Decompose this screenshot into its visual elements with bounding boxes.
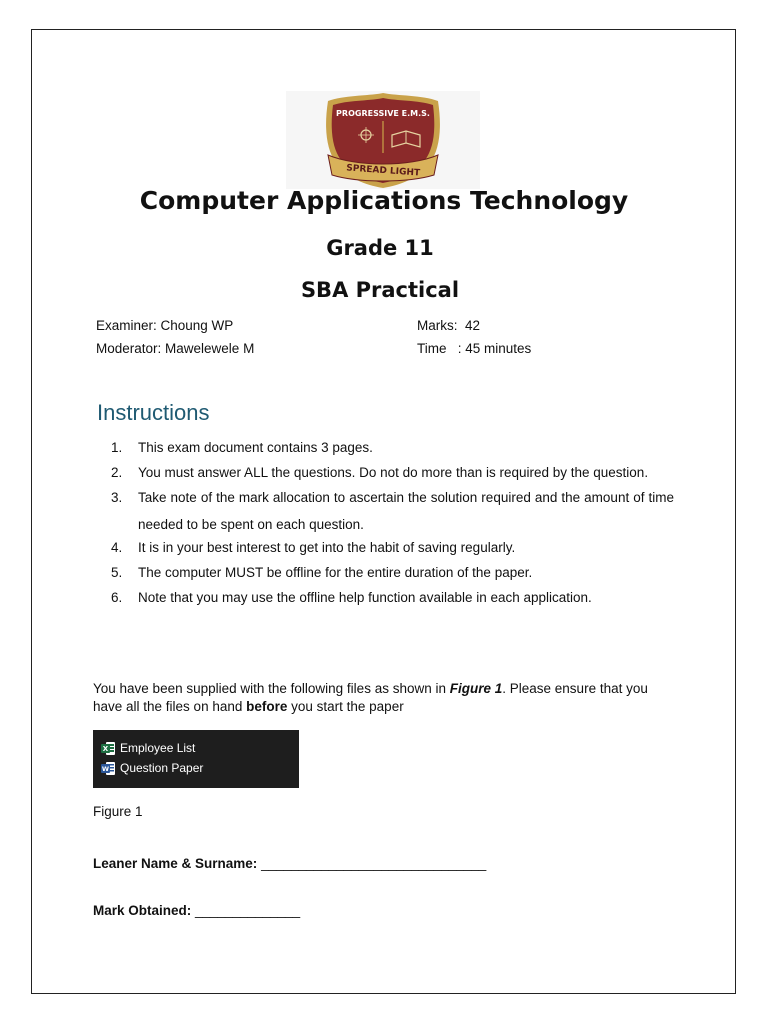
instruction-item [97,463,674,482]
file-item-question-paper[interactable] [101,760,203,776]
svg-text:SPREAD LIGHT: SPREAD LIGHT [345,163,421,179]
document-title: Computer Applications Technology [139,186,629,215]
sba-heading: SBA Practical [300,278,460,302]
instruction-item [97,563,674,582]
svg-text:PROGRESSIVE E.M.S.: PROGRESSIVE E.M.S. [336,109,430,118]
mark-obtained-blank[interactable]: ______________ [195,903,301,918]
grade-heading: Grade 11 [326,236,434,260]
svg-text:X: X [102,744,109,753]
intro-emphasis: before [246,699,288,714]
learner-name-label: Leaner Name & Surname: [93,856,258,871]
file-name: Question Paper [120,761,204,775]
excel-icon [101,741,116,756]
instruction-text: The computer MUST be offline for the entire duration of the paper. [138,565,533,580]
intro-text: you start the paper [287,699,404,714]
marks-text: Marks: 42 [417,318,481,333]
instruction-number: 5. [111,565,123,580]
instruction-item [97,438,674,457]
instruction-item [97,484,674,538]
instruction-item [97,538,674,557]
figure-reference: Figure 1 [449,681,503,696]
instruction-text: Take note of the mark allocation to ascertain the solution required and the amount of time needed to be spent on each question. [138,490,674,532]
learner-name-blank[interactable]: ______________________________ [261,856,487,871]
figure-caption: Figure 1 [93,804,143,819]
instructions-list [97,438,674,607]
moderator-text: Moderator: Mawelewele M [96,341,255,356]
intro-text: . Please ensure that you have all the files on hand [93,681,648,714]
instruction-number: 3. [111,490,123,505]
instruction-number: 1. [111,440,123,455]
file-list-figure [93,730,299,788]
instruction-number: 6. [111,590,123,605]
mark-obtained-field[interactable] [93,903,300,918]
instruction-text: Note that you may use the offline help function available in each application. [138,590,592,605]
svg-text:W: W [101,764,110,773]
mark-obtained-label: Mark Obtained: [93,903,192,918]
file-name: Employee List [120,741,196,755]
files-intro-paragraph [93,680,675,716]
instruction-number: 2. [111,465,123,480]
instruction-number: 4. [111,540,123,555]
instruction-text: You must answer ALL the questions. Do not do more than is required by the question. [138,465,649,480]
intro-text: You have been supplied with the following files as shown in [93,681,450,696]
word-icon [101,761,116,776]
instruction-item [97,588,674,607]
file-item-employee-list[interactable] [101,740,195,756]
instruction-text: This exam document contains 3 pages. [138,440,373,455]
school-crest-logo [286,91,480,189]
learner-name-field[interactable] [93,856,486,871]
examiner-text: Examiner: Choung WP [96,318,234,333]
time-text: Time : 45 minutes [417,341,532,356]
instruction-text: It is in your best interest to get into the habit of saving regularly. [138,540,516,555]
instructions-heading: Instructions [97,400,210,425]
